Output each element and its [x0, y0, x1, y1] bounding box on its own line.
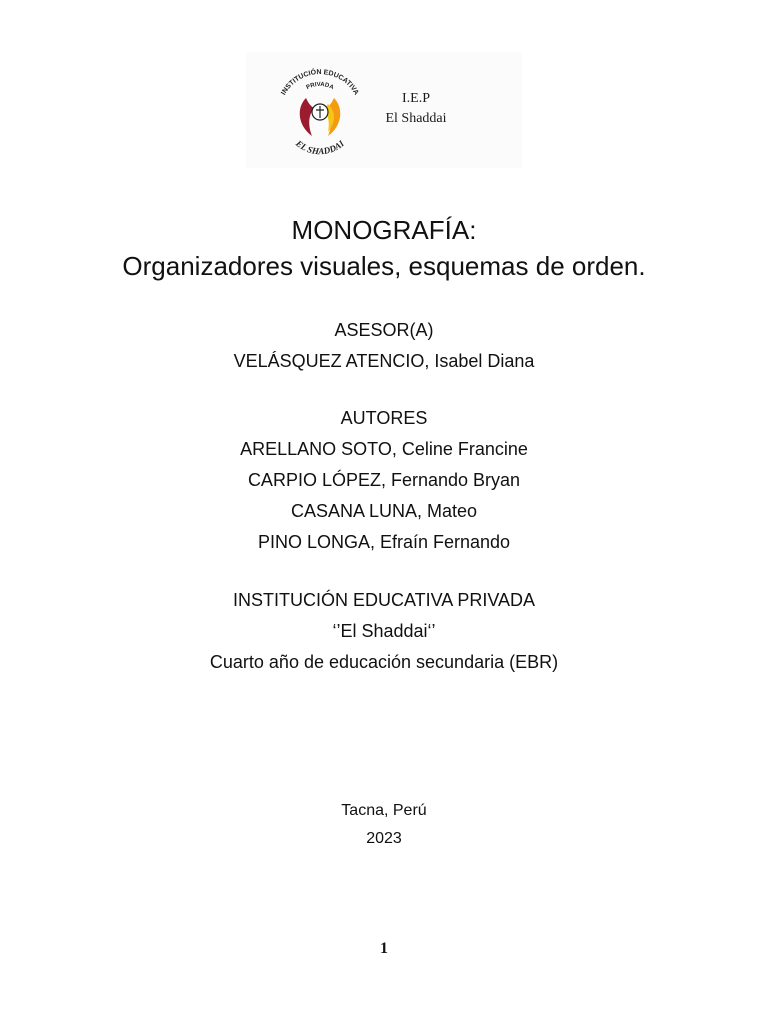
authors-section	[0, 403, 768, 558]
header-line-1: I.E.P	[402, 91, 430, 106]
advisor-name: VELÁSQUEZ ATENCIO, Isabel Diana	[233, 351, 535, 371]
authors-heading: AUTORES	[340, 408, 428, 428]
author-name: PINO LONGA, Efraín Fernando	[257, 532, 511, 552]
institution-short-name: ‘’El Shaddai‘’	[332, 621, 436, 641]
institution-name: INSTITUCIÓN EDUCATIVA PRIVADA	[232, 590, 536, 610]
author-name: CARPIO LÓPEZ, Fernando Bryan	[247, 470, 521, 490]
advisor-heading: ASESOR(A)	[334, 320, 434, 340]
document-title	[0, 212, 768, 284]
header-banner	[246, 52, 522, 168]
author-name: CASANA LUNA, Mateo	[290, 501, 478, 521]
place-city: Tacna, Perú	[341, 802, 427, 819]
school-logo	[266, 56, 374, 164]
place-year: 2023	[366, 830, 402, 847]
author-name: ARELLANO SOTO, Celine Francine	[240, 439, 528, 459]
title-line-1: MONOGRAFÍA:	[291, 215, 477, 245]
title-line-2: Organizadores visuales, esquemas de orden.	[122, 251, 646, 281]
institution-grade: Cuarto año de educación secundaria (EBR)	[209, 652, 559, 672]
flame-left-icon	[300, 98, 314, 136]
page-number: 1	[380, 940, 388, 957]
school-logo-emblem	[266, 56, 374, 164]
place-date-section	[0, 797, 768, 853]
institution-section	[0, 585, 768, 678]
header-line-2: El Shaddai	[385, 111, 447, 126]
logo-arc-text-sub: PRIVADA	[305, 81, 335, 92]
logo-arc-text-bottom: EL SHADDAI	[294, 138, 346, 157]
advisor-section	[0, 315, 768, 377]
header-text	[374, 89, 458, 129]
logo-arc-text-top: INSTITUCIÓN EDUCATIVA	[280, 68, 360, 97]
